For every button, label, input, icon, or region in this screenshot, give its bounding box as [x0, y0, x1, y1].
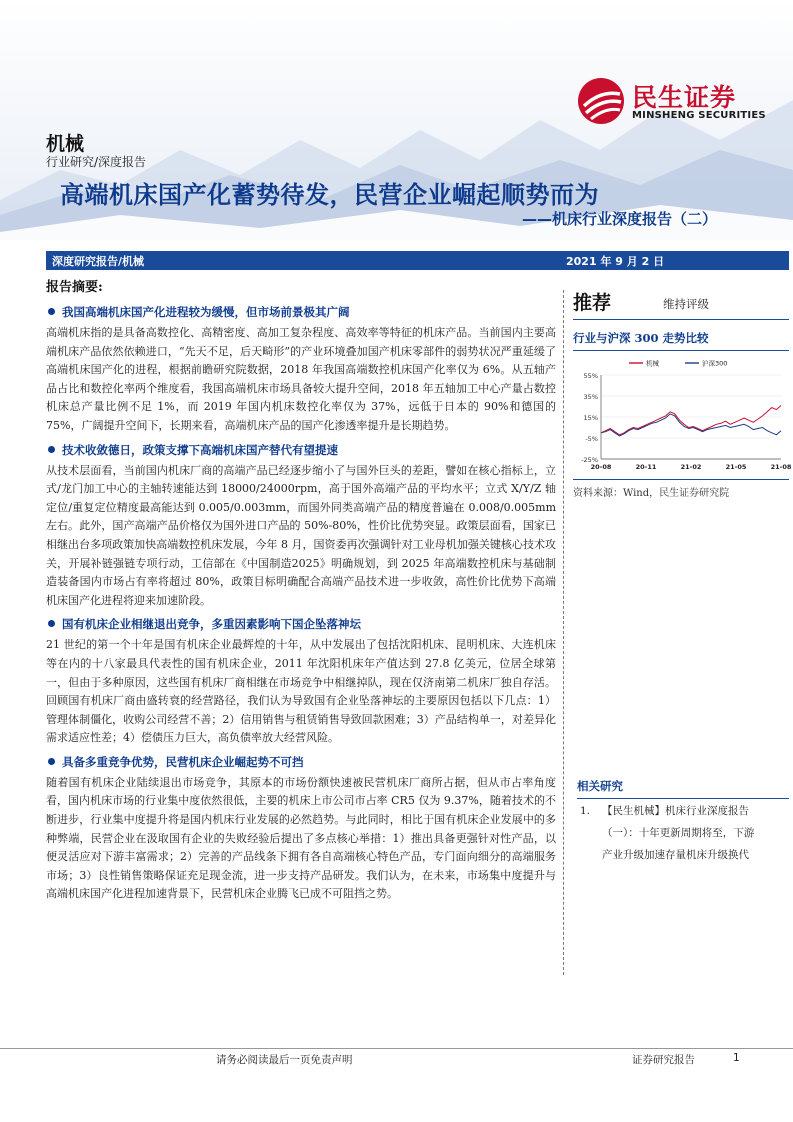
band-category: 深度研究报告/机械: [52, 255, 145, 268]
related-item-line: 【民生机械】机床行业深度报告: [602, 805, 749, 817]
related-item-line: 产业升级加速存量机床升级换代: [602, 849, 749, 861]
x-tick-label: 21-02: [680, 463, 702, 471]
report-date: 2021 年 9 月 2 日: [566, 255, 665, 268]
rating-note: 维持评级: [663, 297, 709, 311]
x-tick-label: 20-08: [590, 463, 612, 471]
logo-name-en: MINSHENG SECURITIES: [632, 110, 766, 121]
section-body: 21 世纪的第一个十年是国有机床企业最辉煌的十年，从中发展出了包括沈阳机床、昆明机床、大连机床等在内的十八家最具代表性的国有机床企业，2011 年沈阳机床年产值达到 27.8 亿美元，位居全球第一，但由于多种原因，这些国有机床厂商相继在市场竞争中相继掉队，现在仅济南第二机床厂独自存活。回顾国有机床厂商由盛转衰的经营路径，我们认为导致国有企业坠落神坛的主要原因包括以下几点：1）管理体制僵化，收购公司经营不善；2）信用销售与租赁销售导致回款困难；3）产品结构单一，对差异化需求适应性差；4）偿债压力巨大，高负债率放大经营风险。: [46, 638, 556, 745]
summary-content: [46, 302, 556, 908]
chart-title: 行业与沪深 300 走势比较: [573, 330, 789, 351]
report-type: 行业研究/深度报告: [46, 155, 147, 169]
footer-report-type: 证券研究报告: [632, 1054, 695, 1066]
footer-disclaimer[interactable]: 请务必阅读最后一页免责声明: [216, 1054, 353, 1066]
x-tick-label: 21-08: [770, 463, 792, 471]
summary-label: 报告摘要:: [46, 280, 103, 295]
section-heading: 技术收敛德日，政策支撑下高端机床国产替代有望提速: [46, 440, 556, 460]
report-subtitle: ——机床行业深度报告（二）: [521, 210, 717, 228]
bullet-dot-icon: [48, 446, 55, 453]
y-tick-label: 55%: [583, 372, 598, 380]
rating-row: [573, 286, 789, 320]
series-line: [601, 406, 781, 435]
report-title: 高端机床国产化蓄势待发，民营企业崛起顺势而为: [60, 181, 599, 209]
legend-label: 机械: [646, 359, 659, 368]
related-item-line: （一）：十年更新周期将至，下游: [602, 827, 755, 839]
minsheng-logo: [576, 76, 786, 126]
footer-divider: [0, 1048, 793, 1049]
section-heading: 我国高端机床国产化进程较为缓慢，但市场前景极其广阔: [46, 302, 556, 322]
sidebar: [573, 286, 792, 499]
bullet-dot-icon: [48, 308, 55, 315]
related-item-number: 1.: [580, 805, 591, 817]
y-tick-label: 15%: [583, 414, 598, 422]
section-body: 随着国有机床企业陆续退出市场竞争，其原本的市场份额快速被民营机床厂商所占据，但从市占率角度看，国内机床市场的行业集中度依然很低，主要的机床上市公司市占率 CR5 仅为 9.37%，随着技术的不断进步，行业集中度提升将是国内机床行业发展的必然趋势。与此同时，相比于国有机床企业发展中的多种弊端，民营企业在汲取国有企业的失败经验后提出了多点核心举措：1）推出具备更强针对性产品，以便灵活应对下游丰富需求；2）完善的产品线条下拥有各自高端核心特色产品，专门面向细分的高端服务市场；3）良性销售策略保证充足现金流，进一步支持产品研发。我们认为，在未来，市场集中度提升与高端机床国产化进程加速背景下，民营机床企业腾飞已成不可阻挡之势。: [46, 775, 556, 901]
section-heading: 国有机床企业相继退出竞争，多重因素影响下国企坠落神坛: [46, 614, 556, 634]
bullet-dot-icon: [48, 620, 55, 627]
y-tick-label: -5%: [585, 435, 598, 443]
bullet-dot-icon: [48, 758, 55, 765]
trend-chart: [573, 355, 792, 475]
legend-label: 沪深300: [702, 359, 728, 368]
section-heading: 具备多重竞争优势，民营机床企业崛起势不可挡: [46, 752, 556, 772]
rating: 推荐: [573, 292, 612, 314]
column-divider: [563, 290, 564, 975]
y-tick-label: -25%: [581, 456, 598, 464]
related-research-heading: 相关研究: [577, 778, 789, 799]
y-tick-label: 35%: [583, 393, 598, 401]
sector-label: 机械: [46, 133, 85, 155]
section-body: 高端机床指的是具备高数控化、高精密度、高加工复杂程度、高效率等特征的机床产品。当前国内主要高端机床产品依然依赖进口，“先天不足，后天畸形”的产业环境叠加国产机床零部件的弱势状况严重延缓了高端机床国产化的进程，根据前瞻研究院数据，2018 年我国高端数控机床国产化率仅为 6%。从五轴产品占比和数控化率两个维度看，我国高端机床市场具备较大提升空间，2018 年五轴加工中心产量占数控机床总产量比例不足 1%，而 2019 年国内机床数控化率仅为 37%，远低于日本的 90%和德国的 75%，广阔提升空间下，长期来看，高端机床产品的国产化渗透率提升是长期趋势。: [46, 326, 556, 432]
info-band: [46, 251, 789, 270]
logo-mark-icon: [576, 76, 626, 126]
logo-name-cn: 民生证券: [632, 83, 737, 112]
x-tick-label: 21-05: [725, 463, 747, 471]
chart-source: 资料来源：Wind，民生证券研究院: [573, 479, 789, 499]
section-body: 从技术层面看，当前国内机床厂商的高端产品已经逐步缩小了与国外巨头的差距，譬如在核心指标上，立式/龙门加工中心的主轴转速能达到 18000/24000rpm，高于国外高端产品的平均水平；立式 X/Y/Z 轴定位/重复定位精度最高能达到 0.005/0.003mm，而国外同类高端产品的精度普遍在 0.008/0.005mm 左右。此外，国产高端产品价格仅为国外进口产品的 50%-80%，性价比优势突显。政策层面看，国家已相继出台多项政策加快高端数控机床发展，今年 8 月，国资委再次强调针对工业母机加强关键核心技术攻关，开展补链强链专项行动，工信部在《中国制造2025》明确规划，到 2025 年高端数控机床与基础制造装备国内市场占有率将超过 80%，政策目标明确配合高端产品技术进一步收敛，高性价比优势下高端机床国产化进程将迎来加速阶段。: [46, 463, 556, 607]
x-tick-label: 20-11: [635, 463, 657, 471]
page-number: 1: [733, 1052, 740, 1064]
related-research-item[interactable]: [580, 800, 789, 866]
